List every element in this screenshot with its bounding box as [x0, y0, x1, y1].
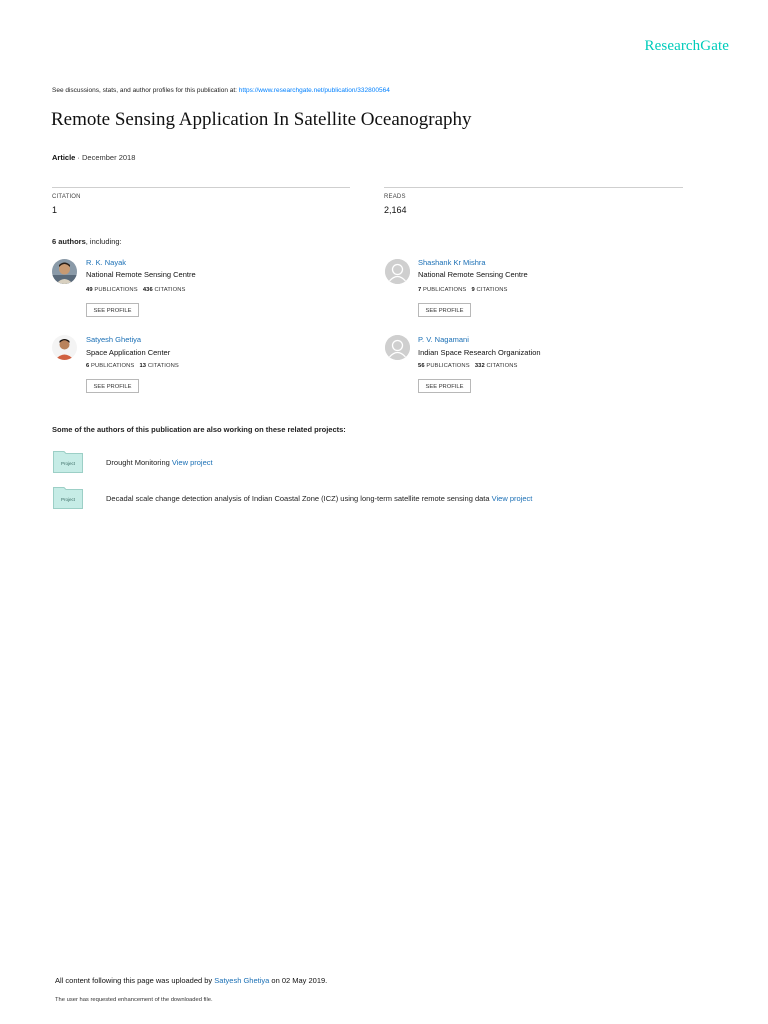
publications-label: PUBLICATIONS	[94, 287, 138, 293]
author-avatar[interactable]	[52, 259, 77, 284]
author-institution: Space Application Center	[86, 348, 171, 357]
discussions-text: See discussions, stats, and author profiles for this publication at:	[52, 87, 239, 94]
see-profile-button[interactable]: SEE PROFILE	[418, 303, 471, 317]
author-publications-count: 56	[418, 363, 425, 369]
citations-label: CITATIONS	[486, 363, 518, 369]
reads-label: READS	[384, 194, 406, 200]
author-name-link[interactable]: P. V. Nagamani	[418, 335, 469, 344]
researchgate-logo[interactable]: ResearchGate	[644, 38, 729, 54]
author-name-link[interactable]: Satyesh Ghetiya	[86, 335, 142, 344]
author-name-link[interactable]: R. K. Nayak	[86, 258, 127, 267]
upload-suffix: on 02 May 2019.	[269, 976, 328, 985]
see-profile-button[interactable]: SEE PROFILE	[418, 379, 471, 393]
project-folder-icon	[53, 451, 83, 473]
authors-heading	[52, 237, 122, 246]
author-stats	[418, 363, 517, 369]
view-project-link[interactable]: View project	[171, 458, 213, 467]
author-citations-count: 9	[471, 287, 475, 293]
author-institution: National Remote Sensing Centre	[418, 270, 528, 279]
author-stats	[418, 287, 508, 293]
project-badge-text: Project	[60, 497, 76, 502]
author-avatar[interactable]	[385, 259, 410, 284]
publications-label: PUBLICATIONS	[426, 363, 470, 369]
publication-url-link[interactable]: https://www.researchgate.net/publication/332800564	[238, 87, 390, 94]
reads-count: 2,164	[384, 205, 407, 215]
author-institution: Indian Space Research Organization	[418, 348, 541, 357]
citations-label: CITATIONS	[147, 363, 179, 369]
authors-suffix: , including:	[85, 237, 122, 246]
see-profile-button[interactable]: SEE PROFILE	[86, 379, 139, 393]
publication-meta	[52, 153, 135, 162]
view-project-link[interactable]: View project	[491, 494, 533, 503]
author-avatar[interactable]	[52, 335, 77, 360]
author-institution: National Remote Sensing Centre	[86, 270, 196, 279]
user-placeholder-icon	[385, 259, 410, 284]
user-placeholder-icon	[385, 335, 410, 360]
author-publications-count: 49	[86, 287, 93, 293]
see-profile-button[interactable]: SEE PROFILE	[86, 303, 139, 317]
project-badge-text: Project	[60, 461, 76, 466]
reads-divider	[384, 187, 683, 188]
citation-divider	[52, 187, 350, 188]
project-name: Drought Monitoring	[106, 458, 170, 467]
project-folder-icon	[53, 487, 83, 509]
author-citations-count: 13	[139, 363, 147, 369]
author-publications-count: 6	[86, 363, 90, 369]
author-avatar[interactable]	[385, 335, 410, 360]
discussions-line	[52, 87, 390, 94]
publications-label: PUBLICATIONS	[423, 287, 467, 293]
project-name: Decadal scale change detection analysis of Indian Coastal Zone (ICZ) using long-term satellite remote sensing data	[106, 494, 490, 503]
publication-type: Article	[52, 153, 76, 162]
author-photo-icon	[52, 335, 77, 360]
author-name-link[interactable]: Shashank Kr Mishra	[418, 258, 486, 267]
citations-label: CITATIONS	[154, 287, 186, 293]
author-stats	[86, 287, 185, 293]
enhancement-note: The user has requested enhancement of the downloaded file.	[55, 997, 213, 1003]
project-row	[106, 494, 532, 503]
publications-label: PUBLICATIONS	[91, 363, 135, 369]
author-publications-count: 7	[418, 287, 422, 293]
author-stats	[86, 363, 179, 369]
citation-label: CITATION	[52, 194, 81, 200]
upload-info	[55, 976, 327, 985]
publication-title: Remote Sensing Application In Satellite Oceanography	[51, 109, 472, 130]
publication-date: · December 2018	[75, 153, 136, 162]
author-citations-count: 436	[142, 287, 153, 293]
uploader-link[interactable]: Satyesh Ghetiya	[214, 976, 270, 985]
related-projects-heading: Some of the authors of this publication are also working on these related projects:	[52, 425, 346, 434]
upload-prefix: All content following this page was uploaded by	[55, 976, 215, 985]
citation-count: 1	[52, 205, 58, 215]
authors-count: 6 authors	[52, 237, 86, 246]
author-citations-count: 332	[474, 363, 485, 369]
author-photo-icon	[52, 259, 77, 284]
project-row	[106, 458, 213, 467]
citations-label: CITATIONS	[476, 287, 508, 293]
